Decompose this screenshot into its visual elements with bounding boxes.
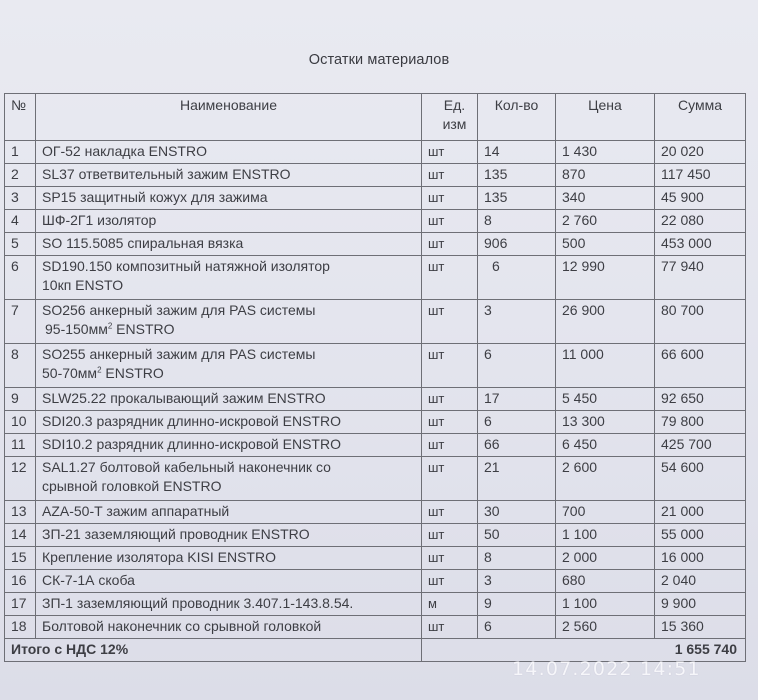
cell-no: 15 <box>5 547 36 570</box>
photo-timestamp: 14.07.2022 14:51 <box>512 658 701 680</box>
cell-name-line2-text: 50-70мм <box>42 365 98 381</box>
column-header-no: № <box>5 94 36 141</box>
table-row <box>5 344 746 388</box>
cell-qty: 6 <box>478 344 556 388</box>
cell-unit: шт <box>422 344 478 388</box>
cell-no: 8 <box>5 344 36 388</box>
cell-name: Болтовой наконечник со срывной головкой <box>36 616 422 639</box>
cell-sum: 453 000 <box>655 233 746 256</box>
cell-no: 9 <box>5 388 36 411</box>
cell-qty: 30 <box>478 501 556 524</box>
cell-qty: 21 <box>478 457 556 501</box>
table-header-row <box>5 94 746 141</box>
table-row <box>5 593 746 616</box>
cell-no: 7 <box>5 300 36 344</box>
column-header-unit-line1: Ед. <box>443 97 466 113</box>
table-row <box>5 256 746 300</box>
cell-price: 1 430 <box>556 141 655 164</box>
cell-qty: 6 <box>478 411 556 434</box>
cell-sum: 21 000 <box>655 501 746 524</box>
cell-sum: 425 700 <box>655 434 746 457</box>
cell-qty: 50 <box>478 524 556 547</box>
cell-price: 340 <box>556 187 655 210</box>
cell-qty: 17 <box>478 388 556 411</box>
cell-sum: 79 800 <box>655 411 746 434</box>
cell-no: 14 <box>5 524 36 547</box>
cell-name <box>36 300 422 344</box>
cell-name-line2-tail: ENSTRO <box>101 365 164 381</box>
cell-name: ЗП-21 заземляющий проводник ENSTRO <box>36 524 422 547</box>
cell-price: 2 600 <box>556 457 655 501</box>
cell-price: 26 900 <box>556 300 655 344</box>
cell-unit: шт <box>422 547 478 570</box>
cell-price: 680 <box>556 570 655 593</box>
cell-name: AZA-50-T зажим аппаратный <box>36 501 422 524</box>
cell-name: ЗП-1 заземляющий проводник 3.407.1-143.8.54. <box>36 593 422 616</box>
cell-no: 5 <box>5 233 36 256</box>
cell-unit: шт <box>422 164 478 187</box>
cell-name-line2: срывной головкой ENSTRO <box>42 478 222 494</box>
cell-qty: 14 <box>478 141 556 164</box>
cell-unit: шт <box>422 141 478 164</box>
cell-no: 18 <box>5 616 36 639</box>
cell-name-line1: SAL1.27 болтовой кабельный наконечник со <box>42 459 331 475</box>
cell-unit: шт <box>422 210 478 233</box>
cell-price: 2 560 <box>556 616 655 639</box>
cell-price: 1 100 <box>556 593 655 616</box>
cell-sum: 16 000 <box>655 547 746 570</box>
table-row <box>5 141 746 164</box>
table-row <box>5 164 746 187</box>
cell-name: ОГ-52 накладка ENSTRO <box>36 141 422 164</box>
cell-price: 1 100 <box>556 524 655 547</box>
cell-name: Крепление изолятора KISI ENSTRO <box>36 547 422 570</box>
cell-price: 12 990 <box>556 256 655 300</box>
column-header-sum: Сумма <box>655 94 746 141</box>
cell-sum: 9 900 <box>655 593 746 616</box>
cell-unit: шт <box>422 524 478 547</box>
cell-name: SP15 защитный кожух для зажима <box>36 187 422 210</box>
cell-sum: 54 600 <box>655 457 746 501</box>
cell-name: SLW25.22 прокалывающий зажим ENSTRO <box>36 388 422 411</box>
cell-name <box>36 457 422 501</box>
table-row <box>5 501 746 524</box>
cell-qty: 9 <box>478 593 556 616</box>
cell-no: 3 <box>5 187 36 210</box>
cell-name <box>36 256 422 300</box>
cell-qty: 6 <box>478 616 556 639</box>
column-header-unit <box>422 94 478 141</box>
cell-price: 6 450 <box>556 434 655 457</box>
cell-no: 13 <box>5 501 36 524</box>
cell-name: SO 115.5085 спиральная вязка <box>36 233 422 256</box>
cell-no: 1 <box>5 141 36 164</box>
materials-table <box>4 93 746 662</box>
cell-sum: 55 000 <box>655 524 746 547</box>
cell-name-line2: 10кп ENSTO <box>42 277 124 293</box>
column-header-name: Наименование <box>36 94 422 141</box>
cell-price: 870 <box>556 164 655 187</box>
cell-qty: 8 <box>478 210 556 233</box>
table-row <box>5 524 746 547</box>
cell-sum: 92 650 <box>655 388 746 411</box>
cell-no: 17 <box>5 593 36 616</box>
cell-name-line1: SD190.150 композитный натяжной изолятор <box>42 258 330 274</box>
cell-name <box>36 344 422 388</box>
cell-sum: 22 080 <box>655 210 746 233</box>
cell-no: 11 <box>5 434 36 457</box>
column-header-qty: Кол-во <box>478 94 556 141</box>
table-row <box>5 187 746 210</box>
cell-unit: шт <box>422 501 478 524</box>
cell-unit: шт <box>422 434 478 457</box>
table-row <box>5 233 746 256</box>
cell-name-line2 <box>42 364 415 383</box>
table-row <box>5 388 746 411</box>
cell-unit: шт <box>422 187 478 210</box>
cell-price: 13 300 <box>556 411 655 434</box>
cell-name-line2-tail: ENSTRO <box>112 321 175 337</box>
table-row <box>5 411 746 434</box>
cell-sum: 20 020 <box>655 141 746 164</box>
table-row <box>5 570 746 593</box>
table-row <box>5 616 746 639</box>
cell-qty: 8 <box>478 547 556 570</box>
cell-name: СК-7-1А скоба <box>36 570 422 593</box>
cell-no: 10 <box>5 411 36 434</box>
cell-qty: 135 <box>478 187 556 210</box>
cell-sum: 80 700 <box>655 300 746 344</box>
cell-sum: 117 450 <box>655 164 746 187</box>
cell-qty: 66 <box>478 434 556 457</box>
cell-price: 500 <box>556 233 655 256</box>
cell-unit: шт <box>422 300 478 344</box>
table-row <box>5 210 746 233</box>
cell-unit: шт <box>422 570 478 593</box>
cell-price: 11 000 <box>556 344 655 388</box>
cell-sum: 2 040 <box>655 570 746 593</box>
superscript: 2 <box>107 321 113 331</box>
cell-price: 700 <box>556 501 655 524</box>
total-label: Итого с НДС 12% <box>5 639 422 662</box>
cell-name-line2 <box>42 320 415 339</box>
superscript: 2 <box>97 365 102 375</box>
cell-unit: шт <box>422 616 478 639</box>
cell-no: 6 <box>5 256 36 300</box>
cell-unit: шт <box>422 256 478 300</box>
cell-price: 5 450 <box>556 388 655 411</box>
cell-unit: шт <box>422 388 478 411</box>
cell-name-line2-text: 95-150мм <box>45 321 108 337</box>
cell-sum: 77 940 <box>655 256 746 300</box>
cell-no: 12 <box>5 457 36 501</box>
cell-qty: 6 <box>478 256 556 300</box>
cell-qty: 3 <box>478 570 556 593</box>
cell-no: 16 <box>5 570 36 593</box>
document-title: Остатки материалов <box>308 52 450 68</box>
table-row <box>5 434 746 457</box>
cell-qty: 135 <box>478 164 556 187</box>
column-header-unit-line2: изм <box>442 116 467 132</box>
cell-name-line1: SO256 анкерный зажим для PAS системы <box>42 302 316 318</box>
cell-name: SL37 ответвительный зажим ENSTRO <box>36 164 422 187</box>
cell-sum: 66 600 <box>655 344 746 388</box>
cell-price: 2 760 <box>556 210 655 233</box>
cell-name: ШФ-2Г1 изолятор <box>36 210 422 233</box>
cell-no: 2 <box>5 164 36 187</box>
cell-name: SDI10.2 разрядник длинно-искровой ENSTRO <box>36 434 422 457</box>
cell-unit: шт <box>422 411 478 434</box>
table-row <box>5 547 746 570</box>
cell-sum: 15 360 <box>655 616 746 639</box>
cell-name-line1: SO255 анкерный зажим для PAS системы <box>42 346 316 362</box>
total-value: 1 655 740 <box>422 639 746 662</box>
table-row <box>5 457 746 501</box>
cell-qty: 3 <box>478 300 556 344</box>
cell-price: 2 000 <box>556 547 655 570</box>
cell-unit: шт <box>422 233 478 256</box>
column-header-price: Цена <box>556 94 655 141</box>
cell-name: SDI20.3 разрядник длинно-искровой ENSTRO <box>36 411 422 434</box>
cell-unit: м <box>422 593 478 616</box>
cell-no: 4 <box>5 210 36 233</box>
table-row <box>5 300 746 344</box>
cell-qty: 906 <box>478 233 556 256</box>
cell-sum: 45 900 <box>655 187 746 210</box>
cell-unit: шт <box>422 457 478 501</box>
